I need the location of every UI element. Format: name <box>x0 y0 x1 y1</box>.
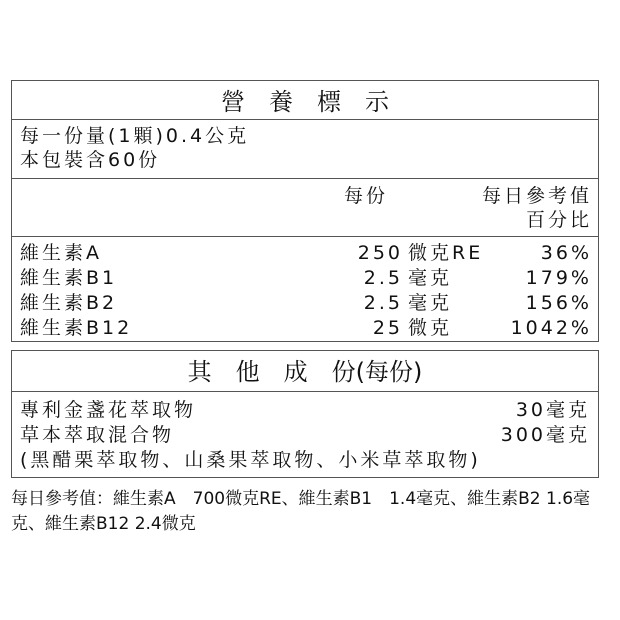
servings-per-pack: 本包裝含60份 <box>20 149 161 171</box>
nutrient-unit: 毫克 <box>408 292 453 314</box>
nutrient-unit: 微克RE <box>408 242 484 264</box>
header-daily-value-line1: 每日參考值 <box>481 185 592 207</box>
nutrient-daily-value: 156% <box>525 292 592 314</box>
ingredient-note: (黑醋栗萃取物、山桑果萃取物、小米草萃取物) <box>20 449 481 471</box>
nutrient-daily-value: 36% <box>540 242 592 264</box>
other-ingredients-panel <box>11 350 599 478</box>
ingredient-name: 專利金盞花萃取物 <box>20 399 197 421</box>
divider <box>12 178 598 179</box>
nutrient-daily-value: 1042% <box>510 317 592 339</box>
nutrition-title: 營 養 標 示 <box>221 88 389 116</box>
nutrient-unit: 微克 <box>408 317 453 339</box>
nutrient-name: 維生素A <box>20 242 102 264</box>
nutrient-name: 維生素B2 <box>20 292 118 314</box>
ingredient-name: 草本萃取混合物 <box>20 424 175 446</box>
serving-size: 每一份量(1顆)0.4公克 <box>20 125 250 147</box>
nutrient-name: 維生素B12 <box>20 317 133 339</box>
nutrient-name: 維生素B1 <box>20 267 118 289</box>
nutrient-amount: 250 <box>357 242 403 264</box>
ingredient-amount: 30毫克 <box>515 399 590 421</box>
nutrition-facts-panel <box>11 80 599 342</box>
header-per-serving: 每份 <box>344 185 389 207</box>
nutrient-amount: 25 <box>372 317 403 339</box>
header-daily-value-line2: 百分比 <box>525 209 592 231</box>
nutrient-daily-value: 179% <box>525 267 592 289</box>
divider <box>12 236 598 237</box>
ingredient-amount: 300毫克 <box>500 424 590 446</box>
nutrient-amount: 2.5 <box>363 292 403 314</box>
other-ingredients-title: 其 他 成 份(每份) <box>187 358 423 386</box>
divider <box>12 391 598 392</box>
divider <box>12 119 598 120</box>
nutrient-amount: 2.5 <box>363 267 403 289</box>
daily-value-footnote: 每日參考值：維生素A 700微克RE、維生素B1 1.4毫克、維生素B2 1.6毫克、維生素B12 2.4微克 <box>11 489 591 534</box>
nutrient-unit: 毫克 <box>408 267 453 289</box>
